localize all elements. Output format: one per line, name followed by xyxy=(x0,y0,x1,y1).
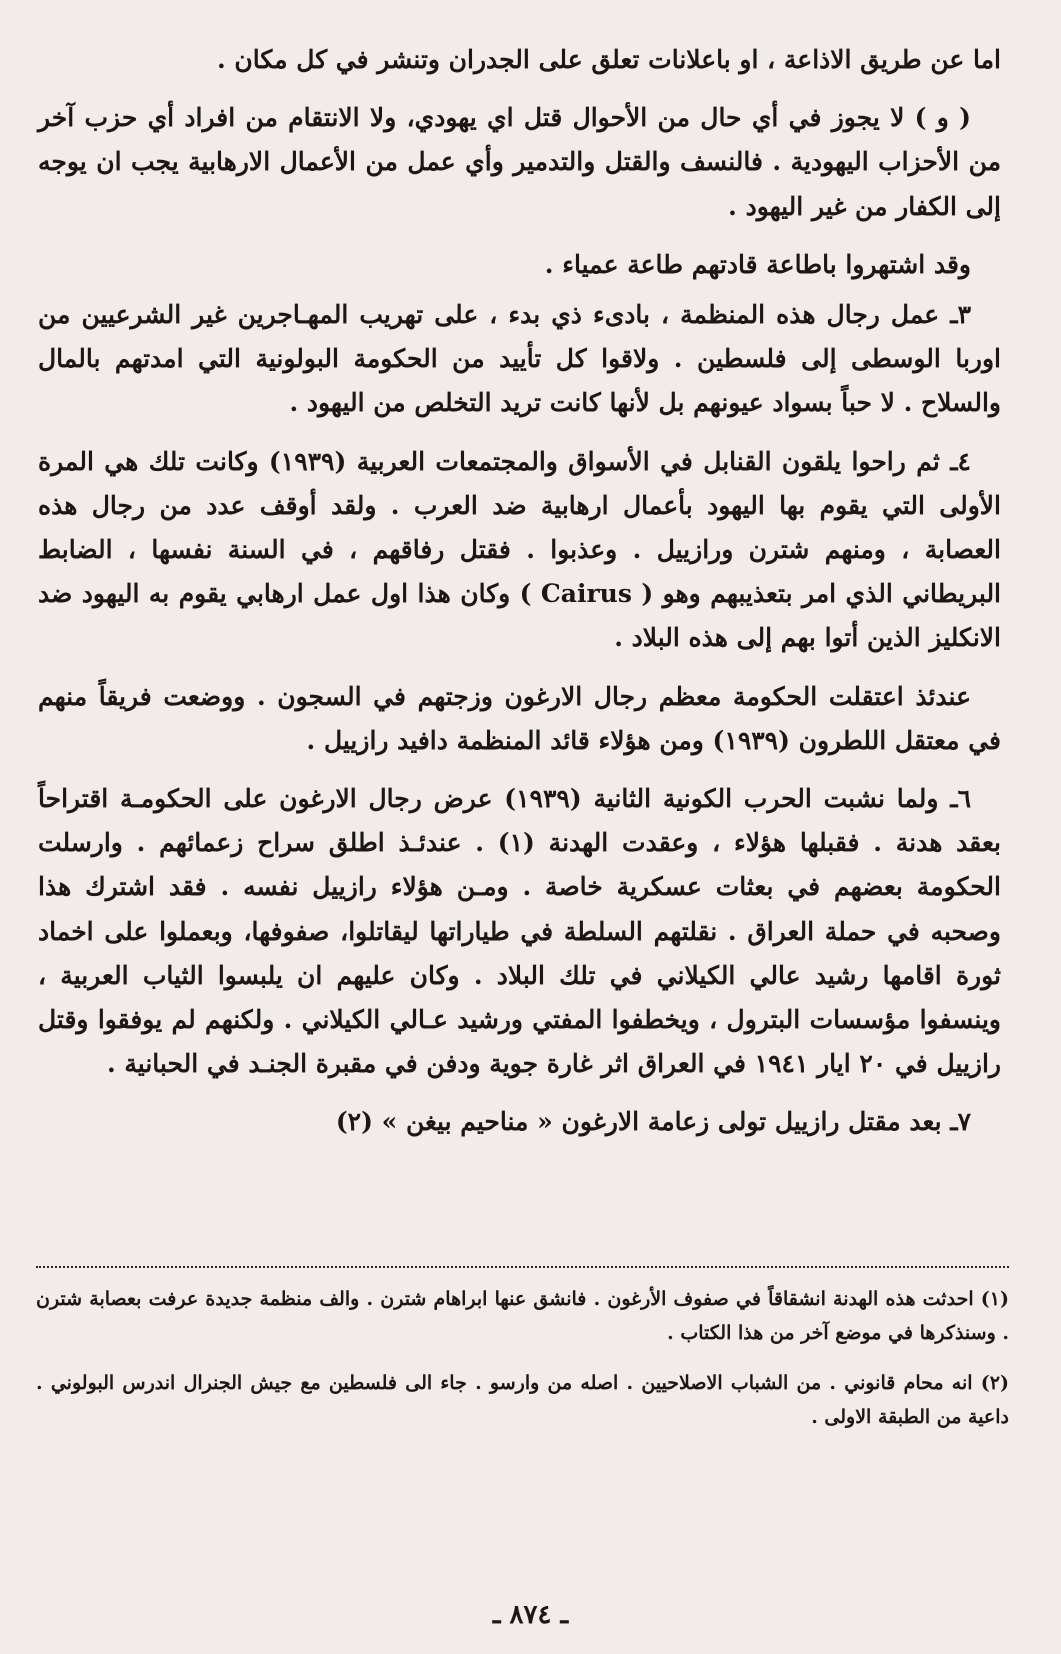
footnote-2: (٢) انه محام قانوني . من الشباب الاصلاحيين . اصله من وارسو . جاء الى فلسطين مع جيش الجنرال اندرس البولوني . داعية من الطبقة الاولى . xyxy=(36,1372,1009,1428)
paragraph-7: ٦ـ ولما نشبت الحرب الكونية الثانية (١٩٣٩) عرض رجال الارغون على الحكومـة اقتراحاً بعقد هدنة . فقبلها هؤلاء ، وعقدت الهدنة (١) . عندئـذ اطلق سراح زعمائهم . وارسلت الحكومة بعضهم في بعثات عسكرية خاصة . ومـن هؤلاء رازييل نفسه . فقد اشترك هذا وصحبه في حملة العراق . نقلتهم السلطة في طياراتها ليقاتلوا، صفوفها، وبعملوا على اخماد ثورة اقامها رشيد عالي الكيلاني في تلك البلاد . وكان عليهم ان يلبسوا الثياب العربية ، وينسفوا مؤسسات البترول ، ويخطفوا المفتي ورشيد عـالي الكيلاني . ولكنهم لم يوفقوا وقتل رازييل في ٢٠ ايار ١٩٤١ في العراق اثر غارة جوية ودفن في مقبرة الجنـد في الحبانية . xyxy=(38,784,1001,1079)
footnotes xyxy=(36,1282,1009,1450)
paragraph-3: وقد اشتهروا باطاعة قادتهم طاعة عمياء . xyxy=(544,249,971,279)
footnote-divider xyxy=(36,1266,1009,1268)
footnote-1: (١) احدثت هذه الهدنة انشقاقاً في صفوف الأرغون . فانشق عنها ابراهام شترن . والف منظمة جديدة عرفت بعصابة شترن . وسنذكرها في موضع آخر من هذا الكتاب . xyxy=(36,1288,1009,1344)
main-text xyxy=(38,38,1001,1159)
paragraph-5: ٤ـ ثم راحوا يلقون القنابل في الأسواق والمجتمعات العربية (١٩٣٩) وكانت تلك هي المرة الأولى التي يقوم بها اليهود بأعمال ارهابية ضد العرب . ولقد أوقف عدد من رجال هذه العصابة ، ومنهم شترن ورازييل . وعذبوا . فقتل رفاقهم ، في السنة نفسها ، الضابط البريطاني الذي امر بتعذيبهم وهو ( Cairus ) وكان هذا اول عمل ارهابي يقوم به اليهود ضد الانكليز الذين أتوا بهم إلى هذه البلاد . xyxy=(38,446,1002,653)
paragraph-4: ٣ـ عمل رجال هذه المنظمة ، بادىء ذي بدء ، على تهريب المهـاجرين غير الشرعيين من اوربا الوسطى إلى فلسطين . ولاقوا كل تأييد من الحكومة البولونية التي امدتهم بالمال والسلاح . لا حباً بسواد عيونهم بل لأنها كانت تريد التخلص من اليهود . xyxy=(38,300,1001,418)
paragraph-6: عندئذ اعتقلت الحكومة معظم رجال الارغون وزجتهم في السجون . ووضعت فريقاً منهم في معتقل اللطرون (١٩٣٩) ومن هؤلاء قائد المنظمة دافيد رازييل . xyxy=(38,681,1001,755)
paragraph-2: ( و ) لا يجوز في أي حال من الأحوال قتل اي يهودي، ولا الانتقام من افراد أي حزب آخر من الأحزاب اليهودية . فالنسف والقتل والتدمير وأي عمل من الأعمال الارهابية يجب ان يوجه إلى الكفار من غير اليهود . xyxy=(38,103,1001,221)
paragraph-8: ٧ـ بعد مقتل رازييل تولى زعامة الارغون « مناحيم بيغن » (٢) xyxy=(335,1107,971,1137)
paragraph-1: اما عن طريق الاذاعة ، او باعلانات تعلق على الجدران وتنشر في كل مكان . xyxy=(216,45,1001,74)
page-number: ـ ٨٧٤ ـ xyxy=(492,1600,569,1630)
